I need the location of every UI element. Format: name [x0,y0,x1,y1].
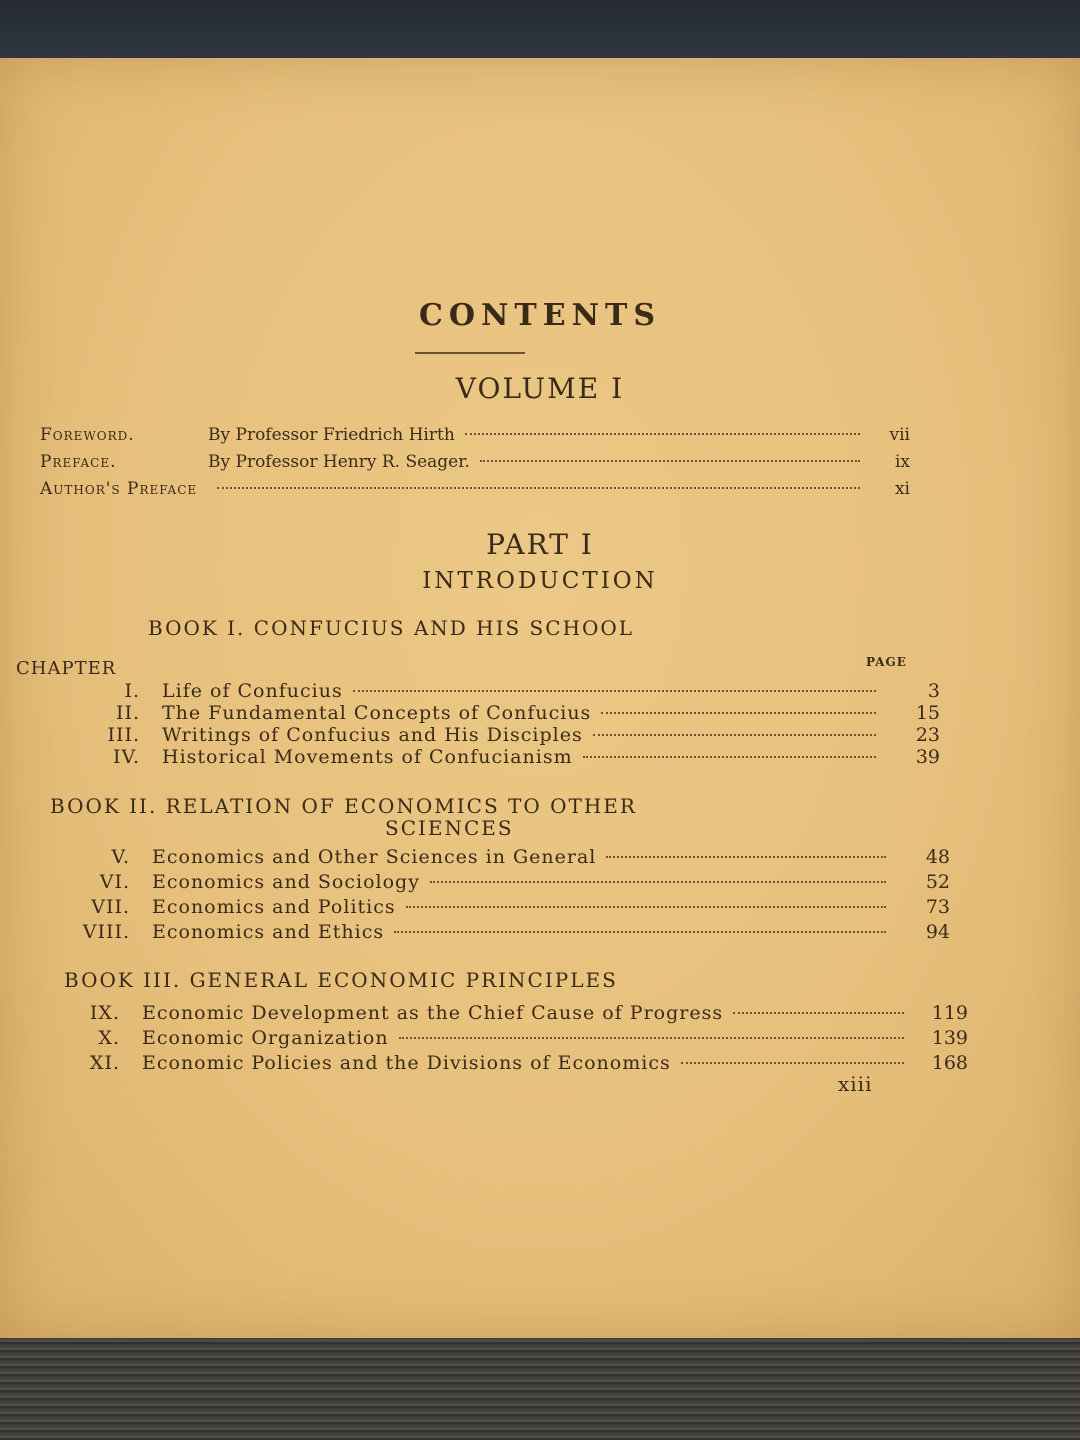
toc-entry [30,846,950,872]
leader-dots [480,460,860,462]
volume-title: VOLUME I [455,372,625,405]
front-matter-label: Foreword. [40,425,135,445]
chapter-title: Economics and Other Sciences in General [152,846,597,868]
book-title: BOOK I. CONFUCIUS AND HIS SCHOOL [148,616,635,640]
chapter-number: XI. [89,1052,120,1074]
front-matter-page: vii [889,425,910,445]
part-title: PART I [486,528,594,561]
chapter-number: III. [107,724,140,746]
leader-dots [465,433,860,435]
front-matter-row [40,479,910,505]
leader-dots [601,712,876,714]
chapter-number: II. [115,702,140,724]
front-matter-text: By Professor Friedrich Hirth [208,425,455,445]
chapter-title: Economics and Sociology [152,871,420,893]
chapter-number: I. [124,680,140,702]
leader-dots [430,881,886,883]
book-title: BOOK II. RELATION OF ECONOMICS TO OTHER [50,794,637,818]
chapter-number: V. [111,846,130,868]
part-subtitle: INTRODUCTION [422,568,658,594]
chapter-title: Economic Policies and the Divisions of Economics [142,1052,671,1074]
chapter-page: 48 [925,846,950,868]
leader-dots [681,1062,904,1064]
chapter-title: Economic Development as the Chief Cause of Progress [142,1002,724,1024]
leader-dots [406,906,886,908]
toc-entry [20,1052,968,1078]
chapter-number: IV. [113,746,140,768]
chapter-title: Economic Organization [142,1027,389,1049]
toc-entry [30,896,950,922]
chapter-title: Life of Confucius [162,680,343,702]
page-folio: xiii [838,1072,873,1096]
chapter-page: 52 [925,871,950,893]
chapter-label: CHAPTER [16,658,117,679]
page-label: PAGE [866,655,907,669]
front-matter-label: Preface. [40,452,117,472]
chapter-page: 168 [931,1052,968,1074]
book-title: BOOK III. GENERAL ECONOMIC PRINCIPLES [64,968,618,992]
leader-dots [399,1037,904,1039]
chapter-number: X. [98,1027,120,1049]
toc-entry [30,921,950,947]
leader-dots [353,690,876,692]
front-matter-label: Author's Preface [40,479,198,499]
chapter-title: Economics and Ethics [152,921,385,943]
chapter-number: VI. [99,871,130,893]
toc-entry [30,871,950,897]
chapter-number: VIII. [82,921,130,943]
front-matter-text: By Professor Henry R. Seager. [208,452,470,472]
leader-dots [394,931,886,933]
chapter-page: 3 [927,680,940,702]
front-matter-row [40,425,910,451]
leader-dots [583,756,876,758]
leader-dots [733,1012,904,1014]
chapter-page: 23 [915,724,940,746]
front-matter-row [40,452,910,478]
page-edges [0,1338,1080,1440]
chapter-title: Economics and Politics [152,896,396,918]
chapter-page: 139 [931,1027,968,1049]
chapter-title: Writings of Confucius and His Disciples [162,724,583,746]
chapter-page: 119 [931,1002,968,1024]
front-matter-page: ix [894,452,910,472]
leader-dots [606,856,886,858]
title-rule [415,352,525,354]
book-title-continued: SCIENCES [385,816,514,840]
toc-entry [20,1027,968,1053]
chapter-title: The Fundamental Concepts of Confucius [162,702,592,724]
leader-dots [593,734,876,736]
toc-entry [40,746,940,772]
chapter-title: Historical Movements of Confucianism [162,746,573,768]
chapter-page: 39 [915,746,940,768]
chapter-page: 15 [915,702,940,724]
chapter-number: IX. [89,1002,120,1024]
leader-dots [217,487,860,489]
front-matter-page: xi [894,479,910,499]
chapter-page: 73 [925,896,950,918]
chapter-number: VII. [91,896,130,918]
contents-title: CONTENTS [418,298,662,333]
chapter-page: 94 [925,921,950,943]
toc-entry [20,1002,968,1028]
